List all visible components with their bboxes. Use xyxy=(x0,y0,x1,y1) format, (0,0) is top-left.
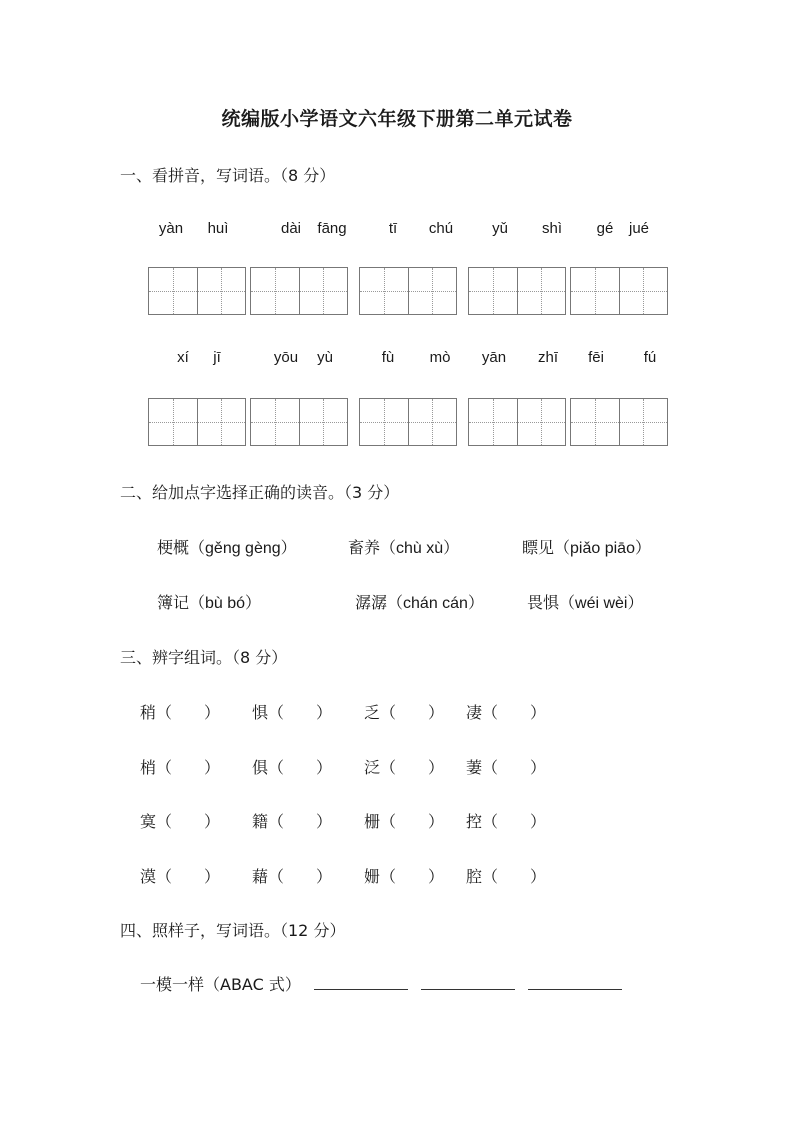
reading-options: （bù bó） xyxy=(189,595,262,612)
q4-heading: 四、照样子，写词语。（12 分） xyxy=(120,921,346,940)
base-character: 姗 xyxy=(364,867,381,886)
pinyin-syllable: fú xyxy=(643,349,657,366)
pinyin-syllable: yōu xyxy=(273,349,299,366)
word-group-item xyxy=(364,864,444,887)
char-cell[interactable] xyxy=(469,268,517,314)
answer-parentheses[interactable]: （ ） xyxy=(380,703,445,722)
answer-parentheses[interactable]: （ ） xyxy=(380,758,445,777)
reading-item xyxy=(522,535,651,558)
base-character: 乏 xyxy=(364,703,381,722)
reading-word: 瞟见 xyxy=(522,538,555,557)
answer-parentheses[interactable]: （ ） xyxy=(380,867,445,886)
char-cell[interactable] xyxy=(360,268,408,314)
base-character: 凄 xyxy=(466,703,483,722)
char-cell[interactable] xyxy=(197,268,246,314)
writing-box[interactable] xyxy=(148,267,246,315)
answer-blank[interactable] xyxy=(421,975,515,990)
reading-options: （chù xù） xyxy=(380,540,460,557)
word-group-item xyxy=(252,864,332,887)
word-group-item xyxy=(466,755,546,778)
writing-box[interactable] xyxy=(570,398,668,446)
reading-options: （chán cán） xyxy=(387,595,484,612)
answer-parentheses[interactable]: （ ） xyxy=(156,812,221,831)
answer-parentheses[interactable]: （ ） xyxy=(482,703,547,722)
q4-example: 一模一样（ABAC 式） xyxy=(140,975,301,994)
writing-box[interactable] xyxy=(250,267,348,315)
word-group-item xyxy=(140,864,220,887)
reading-options: （gěng gèng） xyxy=(189,540,297,557)
pinyin-syllable: fēi xyxy=(588,349,604,366)
char-cell[interactable] xyxy=(469,399,517,445)
char-cell[interactable] xyxy=(360,399,408,445)
pinyin-syllable: chú xyxy=(428,220,454,237)
q3-heading: 三、辨字组词。（8 分） xyxy=(120,648,288,667)
word-group-item xyxy=(140,809,220,832)
word-group-item xyxy=(252,809,332,832)
answer-parentheses[interactable]: （ ） xyxy=(268,703,333,722)
writing-box[interactable] xyxy=(359,267,457,315)
writing-box[interactable] xyxy=(468,267,566,315)
char-cell[interactable] xyxy=(299,399,348,445)
word-group-item xyxy=(252,755,332,778)
word-group-item xyxy=(140,755,220,778)
answer-parentheses[interactable]: （ ） xyxy=(156,703,221,722)
base-character: 惧 xyxy=(252,703,269,722)
word-group-item xyxy=(364,755,444,778)
q2-heading: 二、给加点字选择正确的读音。（3 分） xyxy=(120,483,400,502)
char-cell[interactable] xyxy=(299,268,348,314)
answer-parentheses[interactable]: （ ） xyxy=(268,867,333,886)
pinyin-syllable: dài xyxy=(280,220,302,237)
pinyin-syllable: yān xyxy=(481,349,507,366)
base-character: 梢 xyxy=(140,758,157,777)
base-character: 控 xyxy=(466,812,483,831)
answer-parentheses[interactable]: （ ） xyxy=(156,867,221,886)
pinyin-syllable: shì xyxy=(541,220,563,237)
word-group-item xyxy=(364,809,444,832)
answer-parentheses[interactable]: （ ） xyxy=(482,867,547,886)
char-cell[interactable] xyxy=(619,268,668,314)
reading-item xyxy=(527,590,643,613)
page-title: 统编版小学语文六年级下册第二单元试卷 xyxy=(221,108,573,130)
pinyin-syllable: yàn xyxy=(158,220,184,237)
pinyin-syllable: huì xyxy=(207,220,229,237)
word-group-item xyxy=(466,700,546,723)
reading-options: （piǎo piāo） xyxy=(554,540,651,557)
answer-parentheses[interactable]: （ ） xyxy=(156,758,221,777)
reading-word: 簿记 xyxy=(157,593,190,612)
base-character: 漠 xyxy=(140,867,157,886)
char-cell[interactable] xyxy=(517,399,566,445)
base-character: 泛 xyxy=(364,758,381,777)
base-character: 栅 xyxy=(364,812,381,831)
pinyin-syllable: mò xyxy=(429,349,451,366)
char-cell[interactable] xyxy=(149,399,197,445)
reading-options: （wéi wèi） xyxy=(559,595,644,612)
char-cell[interactable] xyxy=(251,268,299,314)
char-cell[interactable] xyxy=(251,399,299,445)
pinyin-syllable: gé xyxy=(596,220,614,237)
char-cell[interactable] xyxy=(197,399,246,445)
pinyin-syllable: yù xyxy=(317,349,333,366)
reading-item xyxy=(157,590,261,613)
char-cell[interactable] xyxy=(149,268,197,314)
char-cell[interactable] xyxy=(408,268,457,314)
reading-word: 畜养 xyxy=(348,538,381,557)
char-cell[interactable] xyxy=(408,399,457,445)
word-group-item xyxy=(140,700,220,723)
base-character: 藉 xyxy=(252,867,269,886)
base-character: 籍 xyxy=(252,812,269,831)
answer-parentheses[interactable]: （ ） xyxy=(268,812,333,831)
answer-parentheses[interactable]: （ ） xyxy=(482,812,547,831)
pinyin-syllable: fāng xyxy=(317,220,347,237)
reading-item xyxy=(157,535,297,558)
pinyin-syllable: xí xyxy=(177,349,189,366)
answer-parentheses[interactable]: （ ） xyxy=(268,758,333,777)
pinyin-syllable: tī xyxy=(388,220,398,237)
base-character: 俱 xyxy=(252,758,269,777)
word-group-item xyxy=(466,864,546,887)
char-cell[interactable] xyxy=(517,268,566,314)
answer-blank[interactable] xyxy=(314,975,408,990)
word-group-item xyxy=(466,809,546,832)
base-character: 寞 xyxy=(140,812,157,831)
writing-box[interactable] xyxy=(468,398,566,446)
reading-word: 畏惧 xyxy=(527,593,560,612)
base-character: 稍 xyxy=(140,703,157,722)
reading-item xyxy=(355,590,484,613)
answer-blank[interactable] xyxy=(528,975,622,990)
answer-parentheses[interactable]: （ ） xyxy=(380,812,445,831)
reading-word: 梗概 xyxy=(157,538,190,557)
base-character: 腔 xyxy=(466,867,483,886)
answer-parentheses[interactable]: （ ） xyxy=(482,758,547,777)
q1-heading: 一、看拼音，写词语。（8 分） xyxy=(120,166,336,185)
word-group-item xyxy=(252,700,332,723)
base-character: 萋 xyxy=(466,758,483,777)
pinyin-syllable: jī xyxy=(213,349,221,366)
reading-item xyxy=(348,535,459,558)
writing-box[interactable] xyxy=(570,267,668,315)
writing-box[interactable] xyxy=(148,398,246,446)
writing-box[interactable] xyxy=(250,398,348,446)
pinyin-syllable: jué xyxy=(628,220,650,237)
word-group-item xyxy=(364,700,444,723)
q4-example-line xyxy=(140,972,622,995)
char-cell[interactable] xyxy=(619,399,668,445)
pinyin-syllable: yǔ xyxy=(492,220,508,237)
char-cell[interactable] xyxy=(571,268,619,314)
pinyin-syllable: zhī xyxy=(537,349,559,366)
pinyin-syllable: fù xyxy=(381,349,395,366)
char-cell[interactable] xyxy=(571,399,619,445)
reading-word: 潺潺 xyxy=(355,593,388,612)
writing-box[interactable] xyxy=(359,398,457,446)
